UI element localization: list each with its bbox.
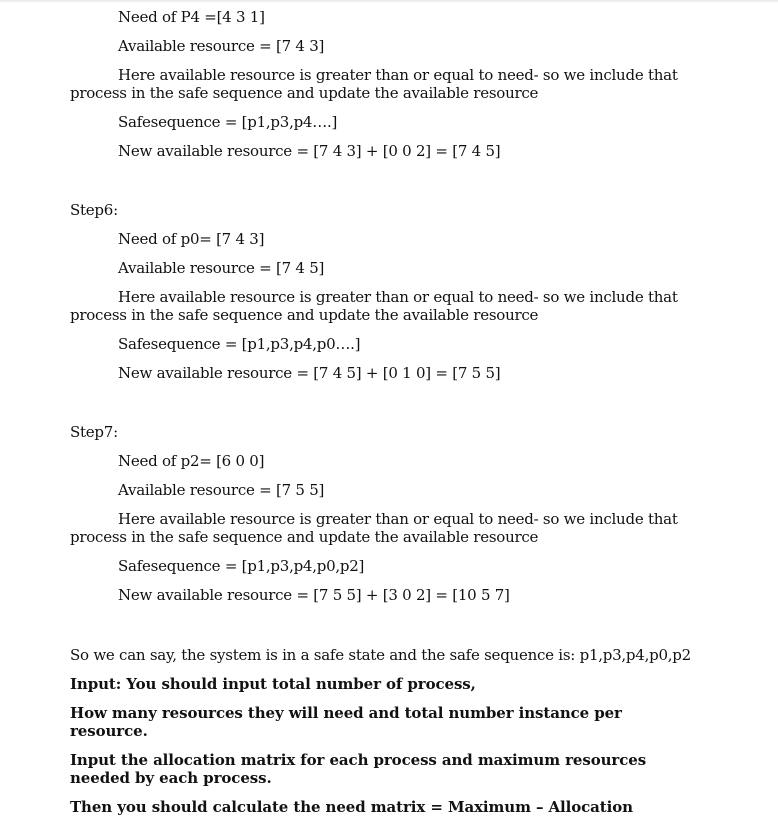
step7-new-available: New available resource = [7 5 5] + [3 0 2] = [10 5 7] [118, 586, 510, 604]
step5-explanation-line1: Here available resource is greater than or equal to need- so we include that [118, 66, 678, 84]
step5-explanation-line2: process in the safe sequence and update the available resource [70, 84, 539, 102]
input-line-4: Then you should calculate the need matrix = Maximum – Allocation [70, 798, 633, 816]
step6-new-available: New available resource = [7 4 5] + [0 1 0] = [7 5 5] [118, 364, 501, 382]
step7-available: Available resource = [7 5 5] [118, 481, 325, 499]
input-line-1: Input: You should input total number of process, [70, 675, 476, 693]
conclusion-text: So we can say, the system is in a safe state and the safe sequence is: p1,p3,p4,p0,p2 [70, 646, 691, 664]
input-line-2a: How many resources they will need and total number instance per [70, 704, 622, 722]
step6-heading: Step6: [70, 201, 118, 219]
step5-need: Need of P4 =[4 3 1] [118, 8, 265, 26]
step7-explanation-line1: Here available resource is greater than or equal to need- so we include that [118, 510, 678, 528]
top-edge-shadow [0, 0, 778, 3]
input-line-3a: Input the allocation matrix for each process and maximum resources [70, 751, 647, 769]
step6-available: Available resource = [7 4 5] [118, 259, 325, 277]
step6-safe-sequence: Safesequence = [p1,p3,p4,p0….] [118, 335, 361, 353]
input-line-2b: resource. [70, 722, 148, 740]
step7-explanation-line2: process in the safe sequence and update the available resource [70, 528, 539, 546]
step7-heading: Step7: [70, 423, 118, 441]
input-line-3b: needed by each process. [70, 769, 272, 787]
step7-need: Need of p2= [6 0 0] [118, 452, 265, 470]
step5-available: Available resource = [7 4 3] [118, 37, 325, 55]
step6-explanation-line1: Here available resource is greater than or equal to need- so we include that [118, 288, 678, 306]
step5-new-available: New available resource = [7 4 3] + [0 0 2] = [7 4 5] [118, 142, 501, 160]
step6-need: Need of p0= [7 4 3] [118, 230, 265, 248]
step7-safe-sequence: Safesequence = [p1,p3,p4,p0,p2] [118, 557, 365, 575]
step6-explanation-line2: process in the safe sequence and update the available resource [70, 306, 539, 324]
step5-safe-sequence: Safesequence = [p1,p3,p4….] [118, 113, 338, 131]
